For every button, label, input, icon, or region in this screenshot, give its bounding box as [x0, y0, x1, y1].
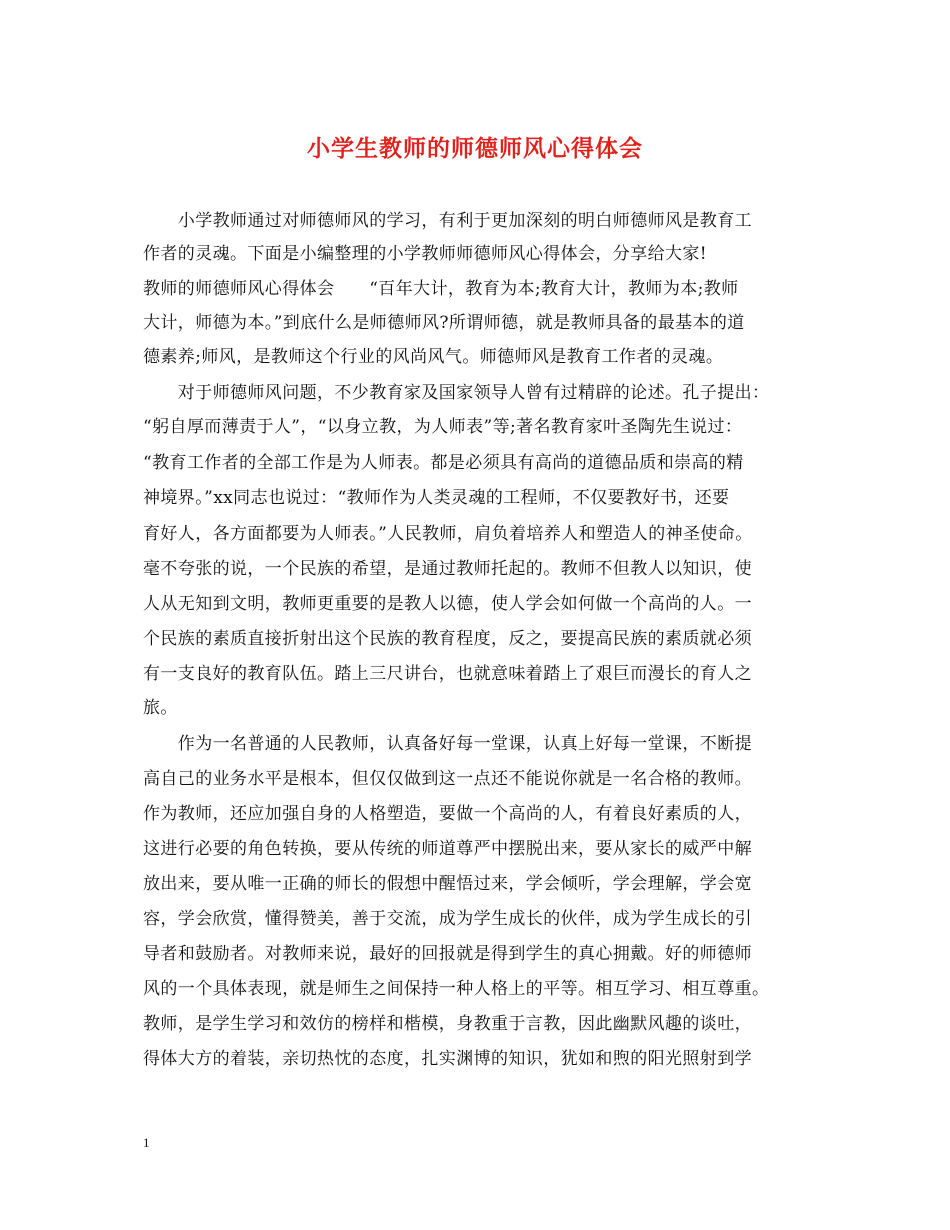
body-text-line: 旅。 [143, 698, 178, 718]
body-text-line: “躬自厚而薄责于人”，“以身立教，为人师表”等;著名教育家叶圣陶先生说过： [143, 417, 743, 437]
body-text-line: 对于师德师风问题，不少教育家及国家领导人曾有过精辟的论述。孔子提出： [143, 383, 770, 403]
body-text-line: 作为一名普通的人民教师，认真备好每一堂课，认真上好每一堂课，不断提 [143, 734, 752, 754]
body-text-line: “教育工作者的全部工作是为人师表。都是必须具有高尚的道德品质和崇高的精 [143, 453, 744, 473]
body-text-line: 教师，是学生学习和效仿的榜样和楷模，身教重于言教，因此幽默风趣的谈吐， [143, 1014, 752, 1034]
page-number: 1 [143, 1135, 150, 1150]
body-text-line: 导者和鼓励者。对教师来说，最好的回报就是得到学生的真心拥戴。好的师德师 [143, 944, 752, 964]
body-text-line: 神境界。”xx同志也说过：“教师作为人类灵魂的工程师，不仅要教好书，还要 [143, 488, 730, 508]
body-text-line: 得体大方的着装，亲切热忱的态度，扎实渊博的知识，犹如和煦的阳光照射到学 [143, 1049, 752, 1069]
body-text-line: 大计，师德为本。”到底什么是师德师风?所谓师德，就是教师具备的最基本的道 [143, 313, 745, 333]
body-text-line: 放出来，要从唯一正确的师长的假想中醒悟过来，学会倾听，学会理解，学会宽 [143, 874, 752, 894]
body-text-line: 德素养;师风，是教师这个行业的风尚风气。师德师风是教育工作者的灵魂。 [143, 347, 724, 367]
body-text-line: 毫不夸张的说，一个民族的希望，是通过教师托起的。教师不但教人以知识，使 [143, 559, 752, 579]
body-text-line: 有一支良好的教育队伍。踏上三尺讲台，也就意味着踏上了艰巨而漫长的育人之 [143, 664, 752, 684]
body-text-line: 教师的师德师风心得体会 “百年大计，教育为本;教育大计，教师为本;教师 [143, 279, 739, 299]
body-text-line: 高自己的业务水平是根本，但仅仅做到这一点还不能说你就是一名合格的教师。 [143, 769, 752, 789]
body-text-line: 个民族的素质直接折射出这个民族的教育程度，反之，要提高民族的素质就必须 [143, 629, 752, 649]
body-text-line: 容，学会欣赏，懂得赞美，善于交流，成为学生成长的伙伴，成为学生成长的引 [143, 909, 752, 929]
document-title: 小学生教师的师德师风心得体会 [307, 135, 643, 162]
body-text-line: 作者的灵魂。下面是小编整理的小学教师师德师风心得体会，分享给大家! [143, 244, 708, 264]
body-text-line: 这进行必要的角色转换，要从传统的师道尊严中摆脱出来，要从家长的威严中解 [143, 839, 752, 859]
body-text-line: 育好人，各方面都要为人师表。”人民教师，肩负着培养人和塑造人的神圣使命。 [143, 524, 753, 544]
body-text-line: 作为教师，还应加强自身的人格塑造，要做一个高尚的人，有着良好素质的人， [143, 804, 752, 824]
body-text-line: 风的一个具体表现，就是师生之间保持一种人格上的平等。相互学习、相互尊重。 [143, 979, 770, 999]
body-text-line: 人从无知到文明，教师更重要的是教人以德，使人学会如何做一个高尚的人。一 [143, 594, 752, 614]
body-text-line: 小学教师通过对师德师风的学习，有利于更加深刻的明白师德师风是教育工 [143, 211, 752, 231]
